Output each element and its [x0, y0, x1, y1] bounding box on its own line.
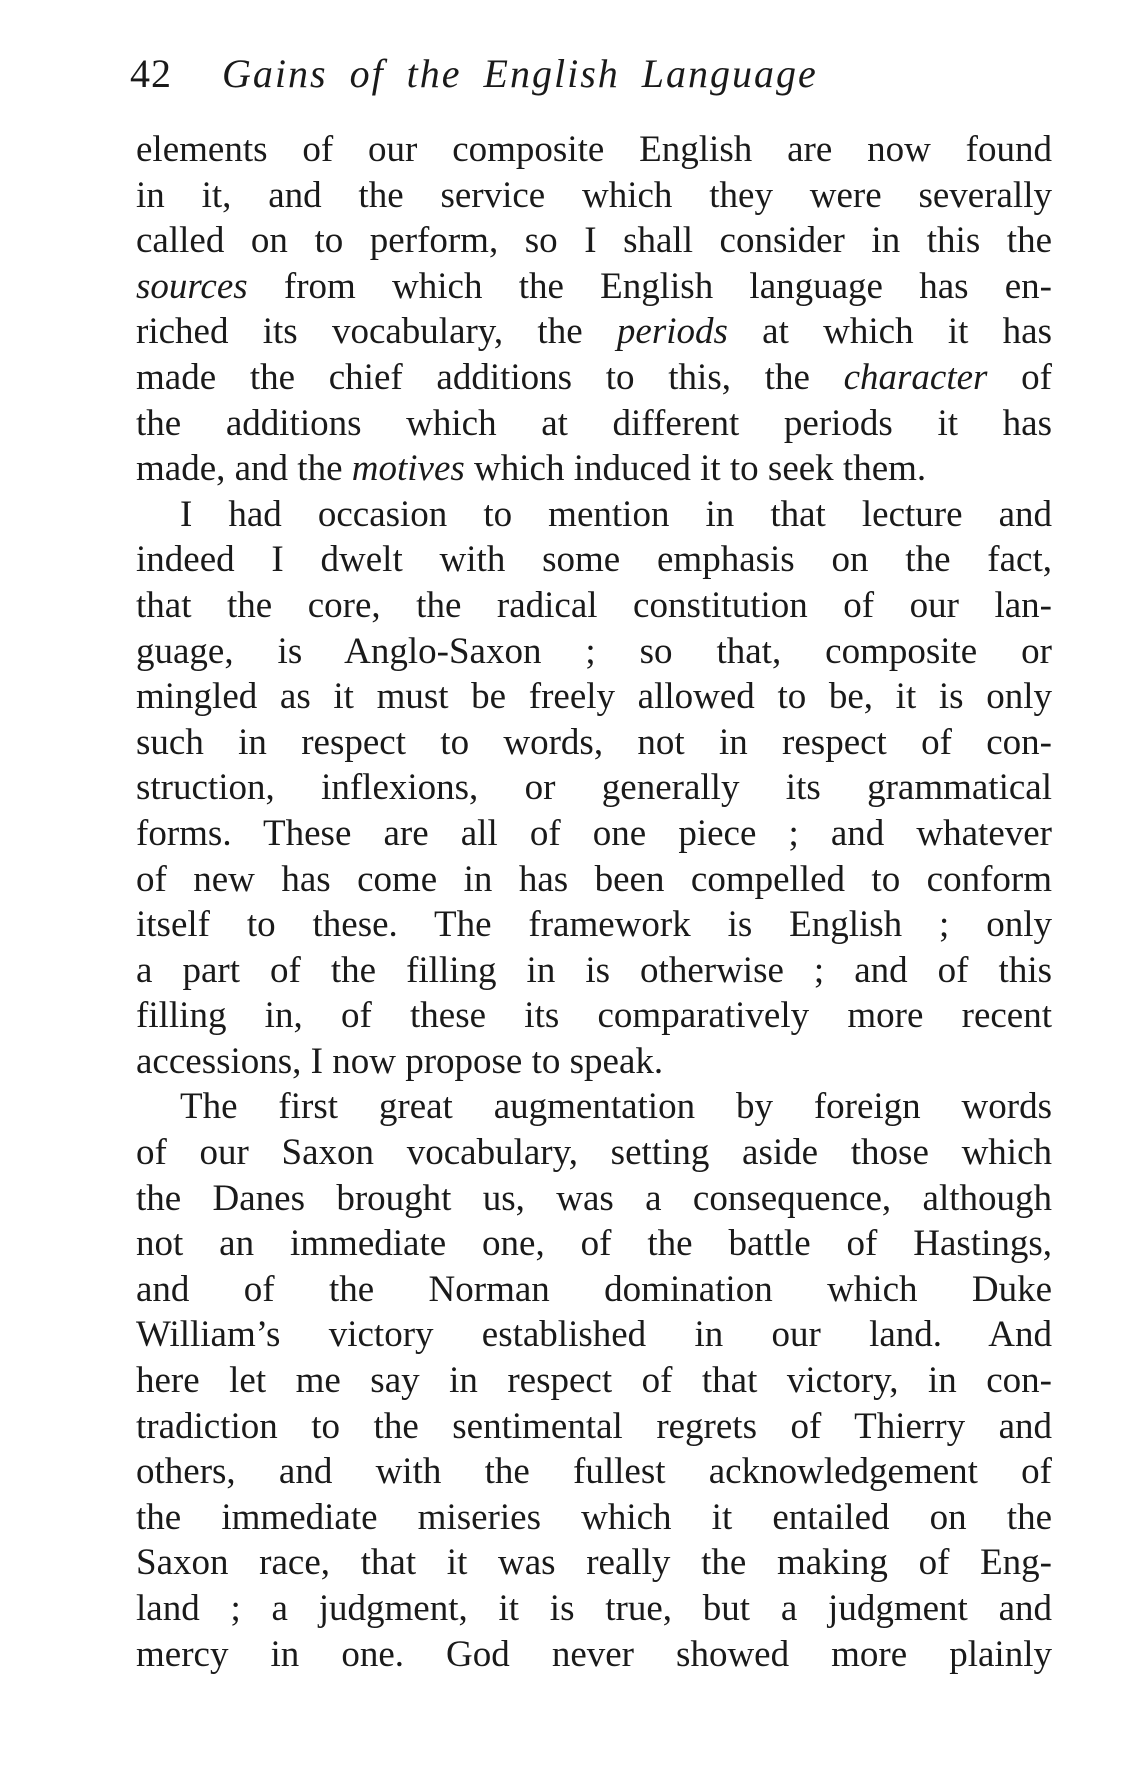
text-line: of our Saxon vocabulary, setting aside those which	[136, 1132, 1052, 1174]
running-title: Gains of the English Language	[222, 51, 818, 96]
text-fragment: riched its vocabulary, the	[136, 311, 617, 353]
text-line	[136, 309, 1052, 355]
text-line	[136, 264, 1052, 310]
text-line: itself to these. The framework is English ; only	[136, 904, 1052, 946]
text-line: struction, inflexions, or generally its grammatical	[136, 767, 1052, 809]
text-line: accessions, I now propose to speak.	[136, 1040, 664, 1082]
text-line: the additions which at different periods it has	[136, 402, 1052, 444]
text-line: a part of the filling in is otherwise ; and of this	[136, 949, 1052, 991]
page-number: 42	[130, 51, 172, 96]
italic-term: character	[843, 356, 988, 398]
text-line: called on to perform, so I shall consider in this the	[136, 220, 1052, 262]
text-line	[136, 355, 1052, 401]
text-line: and of the Norman domination which Duke	[136, 1268, 1052, 1310]
text-line: mercy in one. God never showed more plainly	[136, 1633, 1052, 1675]
text-line: not an immediate one, of the battle of Hastings,	[136, 1223, 1052, 1265]
text-line: of new has come in has been compelled to conform	[136, 858, 1052, 900]
text-fragment: at which it has	[727, 311, 1052, 353]
italic-term: sources	[136, 265, 248, 307]
text-line: the immediate miseries which it entailed on the	[136, 1496, 1052, 1538]
paragraph-first-line: I had occasion to mention in that lecture and	[180, 493, 1052, 535]
text-line: indeed I dwelt with some emphasis on the fact,	[136, 539, 1052, 581]
running-head	[130, 44, 950, 104]
text-fragment: which induced it to seek them.	[464, 448, 927, 490]
text-line: William’s victory established in our land. And	[136, 1314, 1052, 1356]
text-line: tradiction to the sentimental regrets of Thierry and	[136, 1405, 1052, 1447]
text-line: here let me say in respect of that victory, in con-	[136, 1360, 1052, 1402]
text-line: forms. These are all of one piece ; and whatever	[136, 812, 1052, 854]
text-fragment: of	[987, 356, 1053, 398]
text-line: filling in, of these its comparatively more recent	[136, 995, 1052, 1037]
text-line: mingled as it must be freely allowed to be, it is only	[136, 676, 1052, 718]
italic-term: motives	[351, 448, 465, 490]
text-fragment: made the chief additions to this, the	[136, 356, 844, 398]
paragraph-first-line: The first great augmentation by foreign words	[180, 1086, 1052, 1128]
text-line: Saxon race, that it was really the making of Eng-	[136, 1542, 1052, 1584]
text-line	[136, 446, 1052, 492]
italic-term: periods	[616, 311, 728, 353]
text-line: elements of our composite English are now found	[136, 129, 1052, 170]
text-line: others, and with the fullest acknowledgement of	[136, 1451, 1052, 1493]
text-line: such in respect to words, not in respect of con-	[136, 721, 1052, 763]
text-fragment: made, and the	[136, 448, 352, 490]
body-text	[136, 127, 1052, 1677]
text-line: in it, and the service which they were severally	[136, 174, 1052, 216]
text-line: that the core, the radical constitution of our lan-	[136, 584, 1052, 626]
text-line: the Danes brought us, was a consequence, although	[136, 1177, 1052, 1219]
text-line: land ; a judgment, it is true, but a judgment and	[136, 1588, 1052, 1629]
text-line: guage, is Anglo-Saxon ; so that, composite or	[136, 630, 1052, 672]
text-fragment: from which the English language has en-	[247, 265, 1052, 307]
